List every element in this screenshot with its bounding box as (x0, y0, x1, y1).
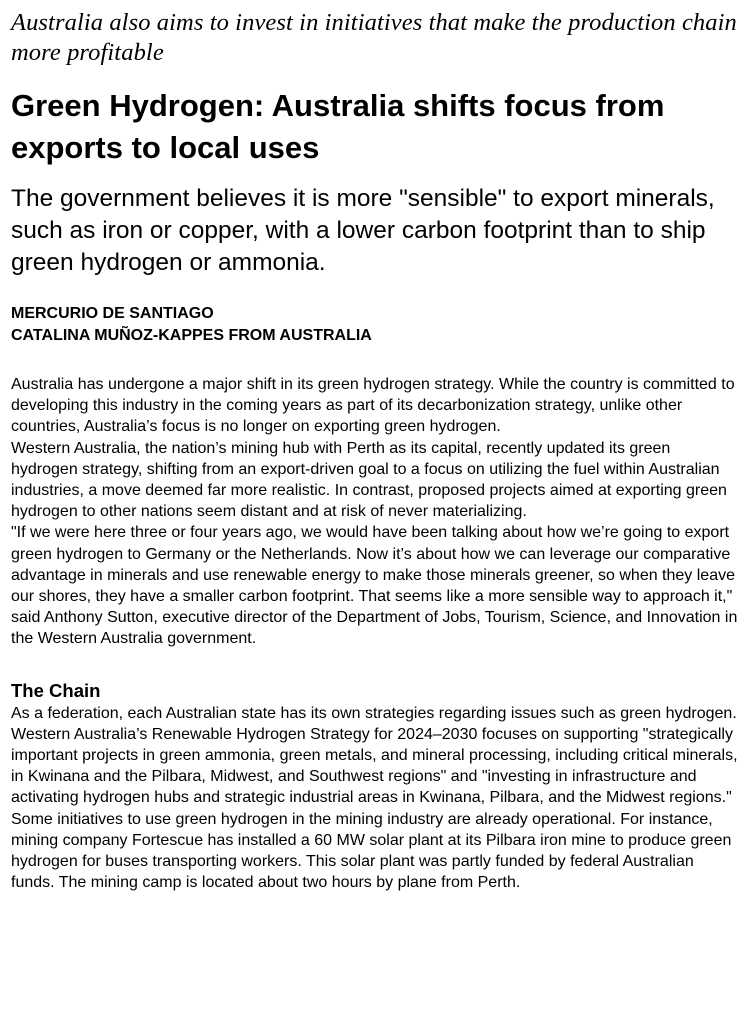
body-paragraph: As a federation, each Australian state has its own strategies regarding issues such as green hydrogen. Western Australia’s Renewable Hydrogen Strategy for 2024–2030 focuses on supporting "strategically important projects in green ammonia, green metals, and mineral processing, including critical minerals, in Kwinana and the Pilbara, Midwest, and Southwest regions" and "investing in infrastructure and activating hydrogen hubs and strategic industrial areas in Kwinana, Pilbara, and the Midwest regions." (11, 704, 738, 807)
section-body (11, 703, 739, 894)
body-paragraph: Western Australia, the nation’s mining hub with Perth as its capital, recently updated its green hydrogen strategy, shifting from an export-driven goal to a focus on utilizing the fuel within Australian industries, a move deemed far more realistic. In contrast, proposed projects aimed at exporting green hydrogen to other nations seem distant and at risk of never materializing. (11, 439, 727, 521)
article-headline: Green Hydrogen: Australia shifts focus from exports to local uses (11, 88, 665, 165)
section-heading: The Chain (11, 679, 101, 701)
byline (11, 303, 739, 347)
body-paragraph: Some initiatives to use green hydrogen in the mining industry are already operational. For instance, mining company Fortescue has installed a 60 MW solar plant at its Pilbara iron mine to produce green hydrogen for buses transporting workers. This solar plant was partly funded by federal Australian funds. The mining camp is located about two hours by plane from Perth. (11, 810, 732, 892)
body-paragraph: Australia has undergone a major shift in its green hydrogen strategy. While the country is committed to developing this industry in the coming years as part of its decarbonization strategy, unlike other countries, Australia’s focus is no longer on exporting green hydrogen. (11, 376, 735, 436)
author-name: CATALINA MUÑOZ-KAPPES FROM AUSTRALIA (11, 327, 372, 344)
body-paragraph: "If we were here three or four years ago, we would have been talking about how we’re going to export green hydrogen to Germany or the Netherlands. Now it’s about how we can leverage our comparative advantage in minerals and use renewable energy to make those minerals greener, so when they leave our shores, they have a smaller carbon footprint. That seems like a more sensible way to approach it," said Anthony Sutton, executive director of the Department of Jobs, Tourism, Science, and Innovation in the Western Australia government. (11, 524, 738, 648)
author-name: MERCURIO DE SANTIAGO (11, 305, 214, 322)
article-body (11, 374, 739, 650)
article-subheadline: The government believes it is more "sensible" to export minerals, such as iron or copper, with a lower carbon footprint than to ship green hydrogen or ammonia. (11, 185, 715, 276)
article-kicker: Australia also aims to invest in initiatives that make the production chain more profitable (11, 9, 737, 66)
